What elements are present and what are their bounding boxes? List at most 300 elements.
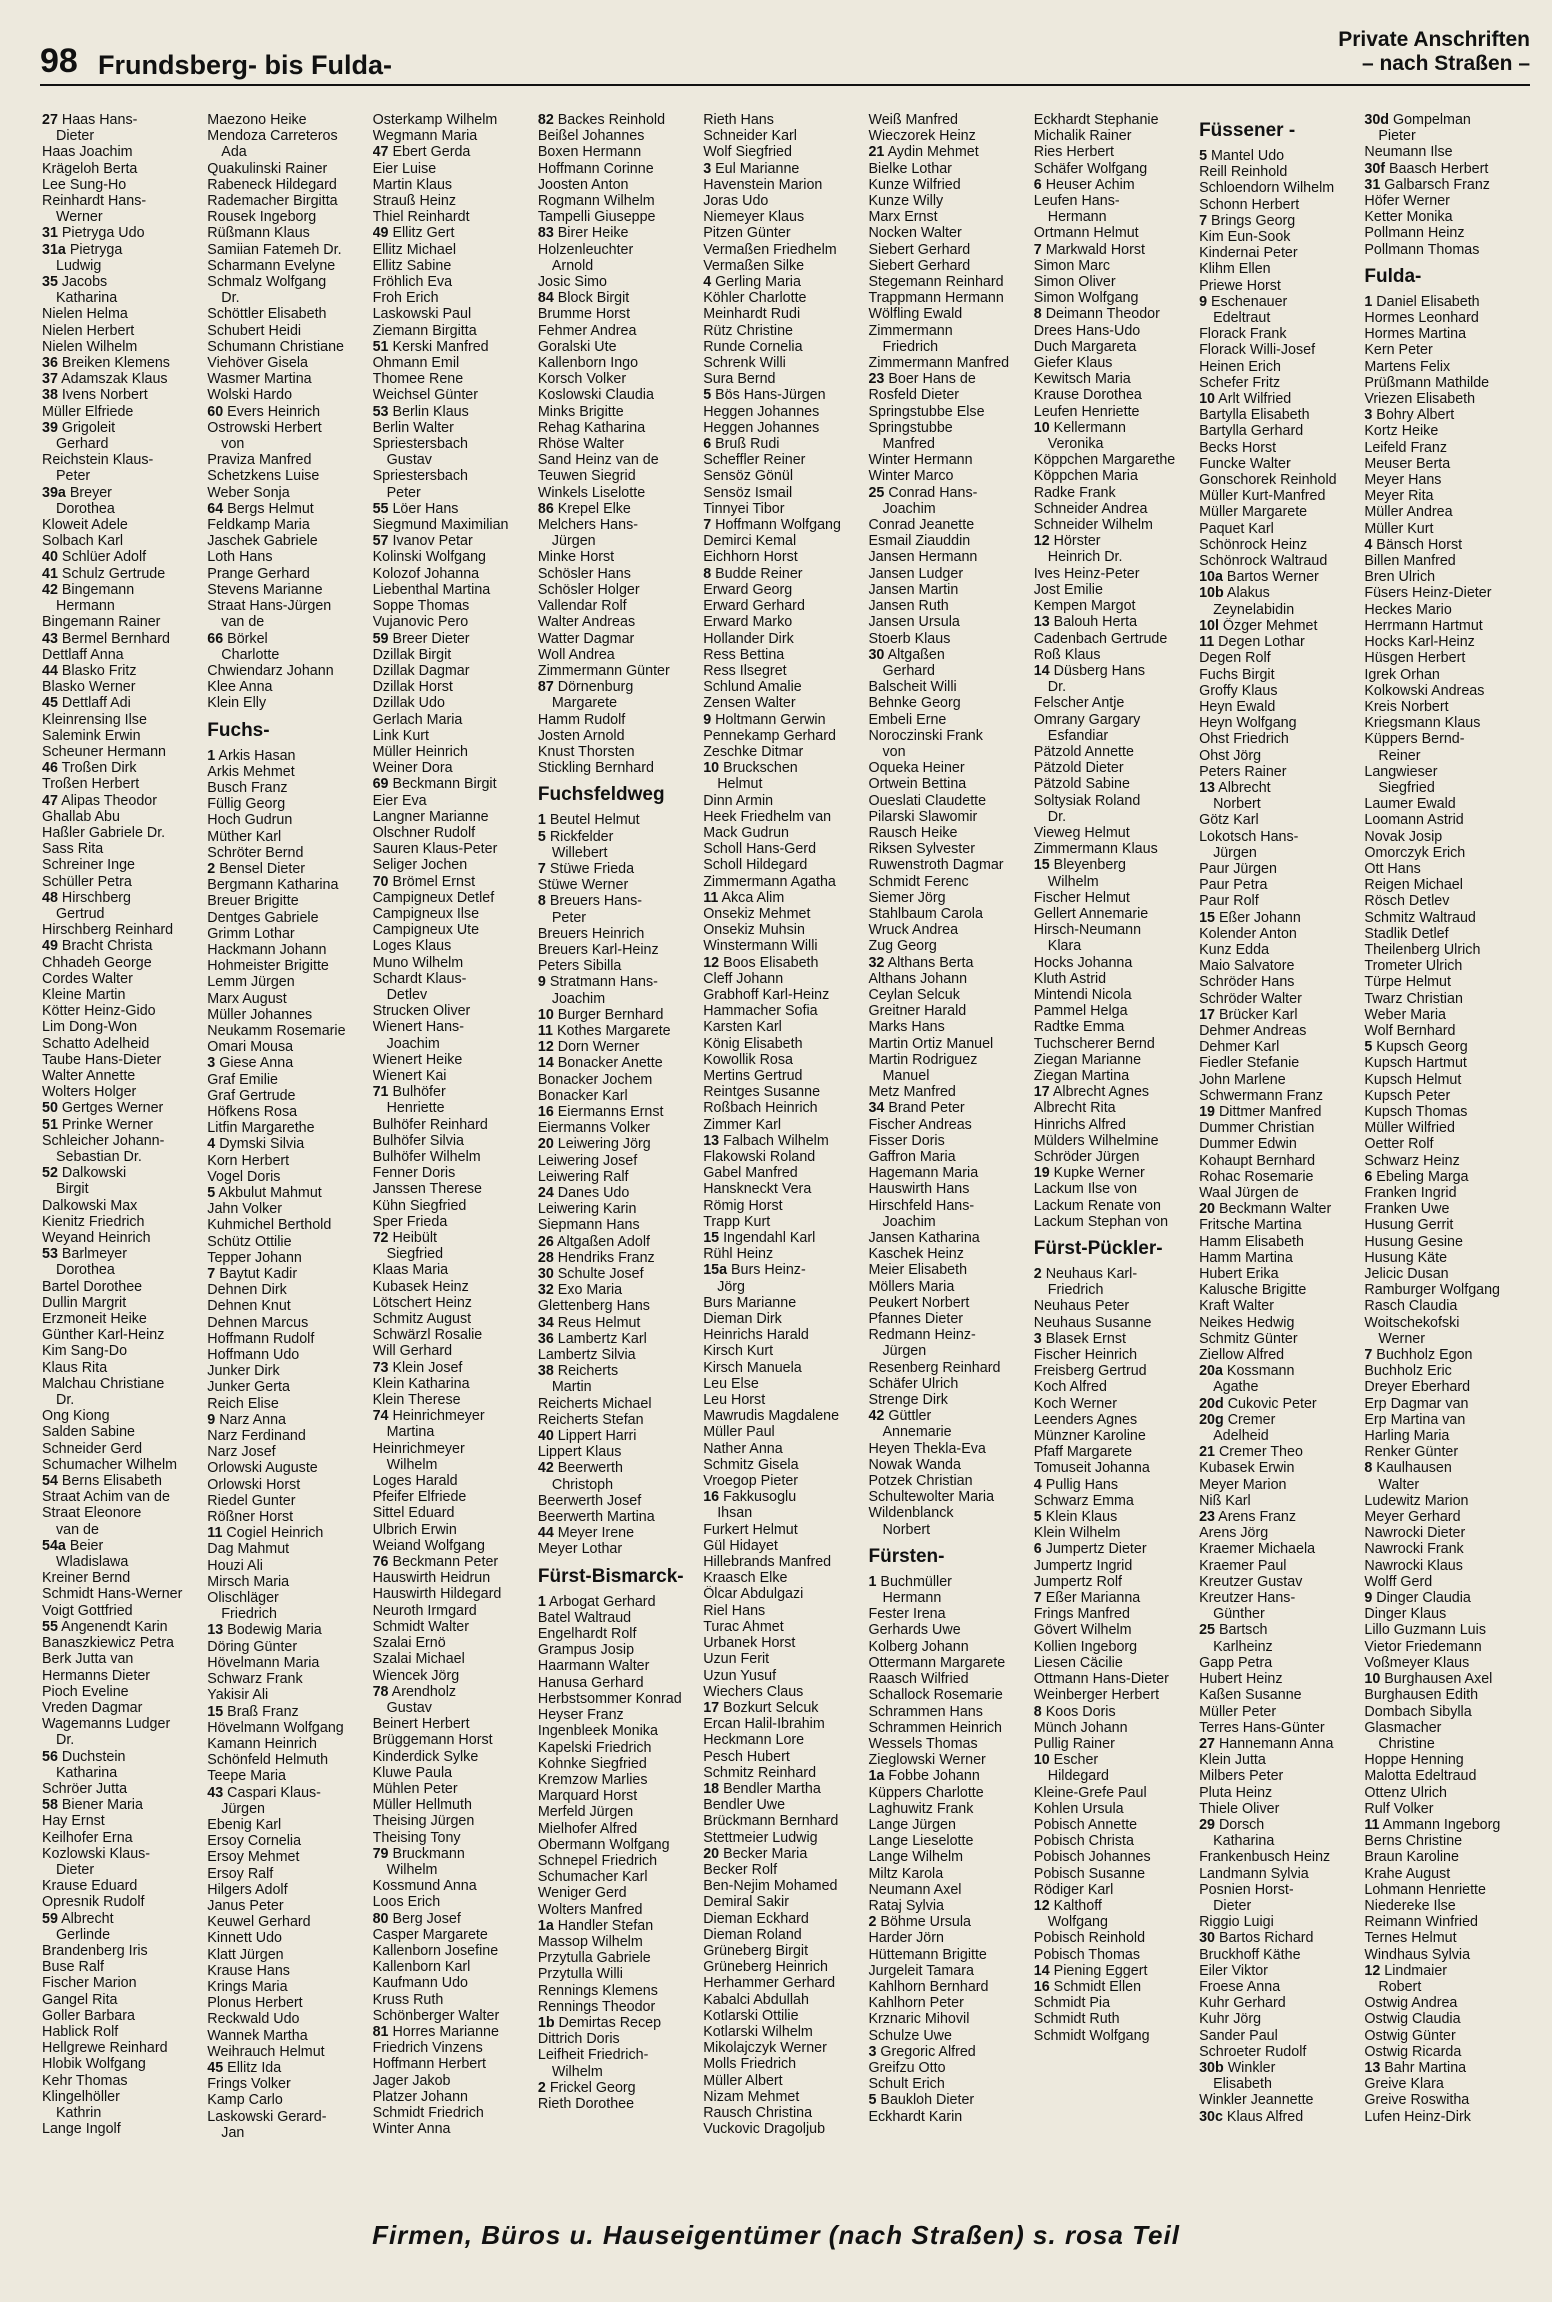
listing-continuation: Jürgen: [551, 533, 596, 550]
house-number: 60: [207, 403, 224, 420]
listing-entry: [373, 1554, 535, 1570]
listing-entry: Merfeld Jürgen: [537, 1804, 634, 1821]
listing-entry: Gül Hidayet: [703, 1537, 778, 1554]
listing-entry: [868, 371, 1030, 387]
listing-entry: Martin Rodriguez: [868, 1051, 978, 1068]
listing-entry: Ludewitz Marion: [1364, 1492, 1469, 1509]
listing-entry: Trappmann Hermann: [868, 290, 1004, 307]
resident-name: Arendholz: [388, 1683, 457, 1700]
listing-entry: [1199, 1201, 1361, 1217]
resident-name: Piening Eggert: [1049, 1962, 1148, 1979]
listing-entry: Schönrock Heinz: [1199, 536, 1308, 553]
listing-entry: Reimann Winfried: [1364, 1914, 1478, 1931]
listing-entry: Gaffron Maria: [868, 1149, 956, 1165]
listing-entry: Scholl Hildegard: [703, 857, 808, 874]
resident-name: Fakkusoglu: [719, 1489, 797, 1506]
listing-entry: [1034, 1963, 1196, 1979]
listing-entry: Bingemann Rainer: [42, 614, 161, 631]
listing-entry: Cadenbach Gertrude: [1033, 630, 1168, 647]
listing-entry: Fenner Doris: [372, 1165, 456, 1182]
listing-entry: [538, 1594, 700, 1610]
listing-entry: Frings Volker: [207, 2076, 291, 2093]
house-number: 15: [703, 1230, 720, 1247]
resident-name: Rickfelder: [545, 828, 614, 845]
house-number: 32: [537, 1282, 554, 1299]
listing-entry: König Elisabeth: [703, 1035, 803, 1052]
listing-entry: Friedrich Vinzens: [372, 2040, 483, 2057]
listing-entry: Schetzkens Luise: [207, 468, 320, 485]
listing-entry: Straat Hans-Jürgen: [207, 598, 332, 615]
listing-entry: [1034, 1752, 1196, 1768]
listing-entry: Paquet Karl: [1199, 520, 1274, 537]
listing-entry: Hüsgen Herbert: [1364, 650, 1466, 667]
listing-entry: [1199, 213, 1361, 229]
listing-entry: Erzmoneit Heike: [42, 1311, 147, 1328]
resident-name: Bleyenberg: [1049, 857, 1126, 874]
resident-name: Reicherts: [553, 1363, 619, 1380]
resident-name: Budde Reiner: [711, 565, 803, 582]
listing-entry: [42, 695, 204, 711]
house-number: 78: [372, 1683, 389, 1700]
resident-name: Heinrichmeyer: [388, 1408, 485, 1425]
listing-entry: Hocks Johanna: [1033, 954, 1133, 971]
listing-entry: [1034, 857, 1196, 873]
listing-entry: Batel Waltraud: [537, 1609, 632, 1626]
listing-entry: Reckwald Udo: [207, 2011, 300, 2028]
listing-entry: Stoerb Klaus: [868, 630, 951, 647]
listing-entry: Breuers Heinrich: [537, 925, 645, 942]
listing-entry: [1199, 569, 1361, 585]
listing-entry: Zimmermann Günter: [537, 662, 670, 679]
listing-entry: Jansen Ruth: [868, 598, 949, 615]
listing-entry: Janus Peter: [207, 1897, 284, 1914]
listing-continuation: Jürgen: [1213, 844, 1257, 861]
listing-entry: Hocks Karl-Heinz: [1364, 634, 1475, 651]
listing-entry: Kreis Norbert: [1364, 698, 1449, 715]
resident-name: Beutel Helmut: [545, 812, 640, 829]
section-title-line1: Private Anschriften: [1338, 28, 1530, 51]
listing-entry: Küppers Charlotte: [868, 1784, 984, 1801]
listing-entry: Klingelhöller: [42, 2088, 120, 2105]
listing-entry: Bren Ulrich: [1364, 569, 1436, 586]
listing-entry: Heckmann Lore: [703, 1732, 805, 1749]
house-number: 16: [537, 1103, 554, 1120]
listing-entry: Watter Dagmar: [537, 630, 635, 647]
listing-entry: Ress Ilsegret: [703, 662, 787, 679]
resident-name: Bänsch Horst: [1372, 536, 1463, 553]
listing-entry: Dehmer Andreas: [1199, 1022, 1307, 1039]
listing-entry: Erward Gerhard: [703, 598, 805, 615]
listing-entry: [207, 1785, 369, 1801]
house-number: 20a: [1199, 1363, 1223, 1380]
listing-entry: Schrenk Willi: [703, 355, 786, 372]
listing-entry: [42, 549, 204, 565]
listing-entry: Bulhöfer Silvia: [372, 1132, 464, 1149]
listing-entry: Keilhofer Erna: [42, 1829, 133, 1846]
listing-entry: Dentges Gabriele: [207, 909, 319, 926]
listing-entry: Raasch Wilfried: [868, 1671, 969, 1688]
listing-entry: [1199, 294, 1361, 310]
listing-entry: Vuckovic Dragoljub: [703, 2121, 826, 2138]
listing-entry: Gangel Rita: [42, 1991, 118, 2008]
listing-entry: [373, 1408, 535, 1424]
listing-entry: Hoch Gudrun: [207, 812, 293, 829]
listing-entry: Scharmann Evelyne: [207, 257, 336, 274]
listing-entry: Ress Bettina: [703, 646, 785, 663]
listing-entry: [538, 1007, 700, 1023]
listing-entry: [42, 371, 204, 387]
listing-entry: Kohnke Siegfried: [537, 1755, 647, 1772]
resident-name: Gerling Maria: [711, 274, 801, 291]
resident-name: Berns Elisabeth: [57, 1473, 163, 1490]
listing-entry: Schmidt Hans-Werner: [42, 1586, 183, 1603]
listing-entry: [1199, 1736, 1361, 1752]
listing-entry: [703, 1230, 865, 1246]
listing-entry: Teuwen Siegrid: [537, 468, 636, 485]
listing-entry: Kunze Willy: [868, 193, 944, 210]
listing-entry: [1034, 306, 1196, 322]
listing-entry: Onsekiz Muhsin: [703, 922, 805, 939]
house-number: 39: [42, 419, 58, 436]
listing-entry: Rüßmann Klaus: [207, 225, 310, 242]
listing-entry: Ulbrich Erwin: [372, 1521, 457, 1538]
listing-entry: Esmail Ziauddin: [868, 533, 971, 550]
house-number: 38: [537, 1363, 554, 1380]
listing-entry: Hövelmann Wolfgang: [207, 1719, 344, 1736]
listing-entry: Mack Gudrun: [703, 824, 790, 841]
listing-entry: Müller Johannes: [207, 1006, 313, 1023]
listing-entry: Beerwerth Martina: [537, 1509, 655, 1526]
listing-entry: [1034, 177, 1196, 193]
house-number: 71: [372, 1084, 389, 1101]
listing-entry: Münch Johann: [1033, 1719, 1128, 1736]
listing-entry: Drees Hans-Udo: [1033, 322, 1141, 339]
listing-entry: Hablick Rolf: [42, 2023, 119, 2040]
listing-entry: Ternes Helmut: [1364, 1930, 1457, 1947]
resident-name: Degen Lothar: [1214, 634, 1305, 651]
listing-entry: Goralski Ute: [537, 338, 617, 355]
listing-entry: Dummer Christian: [1199, 1120, 1315, 1137]
listing-continuation: Katharina: [1213, 1833, 1275, 1850]
listing-entry: [1034, 420, 1196, 436]
listing-entry: Campigneux Ilse: [372, 905, 480, 922]
listing-entry: [538, 501, 700, 517]
listing-entry: Walter Andreas: [537, 614, 636, 631]
listing-entry: Krznaric Mihovil: [868, 2011, 970, 2028]
listing-entry: Florack Willi-Josef: [1199, 342, 1316, 359]
resident-name: Hörster: [1049, 533, 1101, 550]
listing-entry: Sittel Eduard: [372, 1505, 455, 1522]
listing-entry: Wasmer Martina: [207, 371, 312, 388]
listing-entry: Wannek Martha: [207, 2027, 308, 2044]
listing-entry: Vreden Dagmar: [42, 1699, 143, 1716]
listing-entry: [42, 1619, 204, 1635]
listing-entry: Lötschert Heinz: [372, 1294, 472, 1311]
listing-entry: Schwermann Franz: [1199, 1087, 1324, 1104]
listing-entry: Narz Josef: [207, 1444, 276, 1461]
listing-entry: Bendler Uwe: [703, 1797, 786, 1814]
listing-entry: [373, 225, 535, 241]
listing-entry: Waal Jürgen de: [1199, 1185, 1299, 1201]
listing-entry: Neuroth Irmgard: [372, 1602, 477, 1619]
resident-name: Boos Elisabeth: [719, 954, 819, 971]
listing-continuation: von: [882, 743, 906, 760]
listing-entry: Schönrock Waltraud: [1199, 553, 1328, 570]
listing-entry: Reicherts Michael: [537, 1395, 652, 1412]
listing-entry: Taube Hans-Dieter: [42, 1051, 162, 1068]
listing-entry: Omrany Gargary: [1033, 711, 1141, 728]
listing-entry: Ostwig Claudia: [1364, 2011, 1461, 2028]
listing-entry: [703, 517, 865, 533]
listing-entry: Schüller Petra: [42, 873, 132, 890]
listing-entry: Schwarz Frank: [207, 1671, 303, 1688]
listing-entry: Florack Frank: [1199, 326, 1287, 343]
listing-entry: Hollander Dirk: [703, 630, 794, 647]
listing-entry: Höfkens Rosa: [207, 1103, 298, 1120]
listing-entry: Loos Erich: [372, 1894, 441, 1911]
listing-entry: Kunze Wilfried: [868, 176, 961, 193]
directory-columns: [42, 112, 1530, 2192]
listing-entry: Kim Sang-Do: [42, 1343, 128, 1360]
listing-entry: Kriegsmann Klaus: [1364, 715, 1481, 732]
resident-name: Löer Hans: [388, 500, 459, 517]
listing-entry: Stadlik Detlef: [1364, 925, 1449, 942]
house-number: 50: [42, 1100, 58, 1117]
resident-name: Bruß Rudi: [711, 436, 780, 453]
listing-entry: Bulhöfer Reinhard: [372, 1116, 488, 1133]
listing-entry: Rhöse Walter: [537, 436, 624, 453]
listing-entry: Müther Karl: [207, 828, 282, 845]
listing-entry: Springstubbe Else: [868, 403, 985, 420]
listing-entry: Soltysiak Roland: [1033, 792, 1141, 809]
listing-entry: Kallenborn Ingo: [537, 355, 639, 372]
listing-entry: Eier Eva: [372, 792, 427, 809]
listing-entry: [538, 1136, 700, 1152]
listing-entry: Omari Mousa: [207, 1039, 294, 1056]
listing-entry: Erward Georg: [703, 581, 793, 598]
listing-entry: Schmitz August: [372, 1311, 472, 1328]
listing-entry: Gerhards Uwe: [868, 1622, 961, 1639]
house-number: 2: [868, 1914, 877, 1931]
listing-entry: Leifeld Franz: [1364, 439, 1448, 456]
listing-entry: Stüwe Werner: [537, 877, 629, 894]
listing-entry: Riggio Luigi: [1199, 1914, 1274, 1931]
listing-entry: Lange Wilhelm: [868, 1849, 964, 1866]
listing-entry: Martin Ortiz Manuel: [868, 1035, 994, 1052]
resident-name: Hoffmann Wolfgang: [711, 517, 841, 534]
listing-entry: Kohaupt Bernhard: [1199, 1152, 1316, 1169]
listing-continuation: Dieter: [56, 1861, 95, 1878]
resident-name: Beckmann Walter: [1214, 1201, 1332, 1218]
listing-entry: Grimm Lothar: [207, 925, 295, 942]
listing-entry: Joras Udo: [703, 193, 769, 210]
listing-entry: Wolski Hardo: [207, 387, 293, 404]
listing-entry: Langner Marianne: [372, 808, 489, 825]
listing-entry: Kapelski Friedrich: [537, 1739, 652, 1756]
house-number: 20: [537, 1136, 554, 1153]
resident-name: Backes Reinhold: [553, 112, 666, 128]
resident-name: Brand Peter: [884, 1100, 965, 1117]
listing-entry: Wienert Heike: [372, 1051, 463, 1068]
listing-entry: Hoffmann Udo: [207, 1347, 300, 1364]
listing-entry: Salden Sabine: [42, 1424, 136, 1441]
listing-entry: Oqueka Heiner: [868, 760, 965, 777]
resident-name: Conrad Hans-: [884, 484, 978, 501]
listing-entry: Türpe Helmut: [1364, 974, 1451, 991]
listing-entry: Lufen Heinz-Dirk: [1364, 2108, 1471, 2125]
listing-continuation: Gertrud: [56, 905, 105, 922]
listing-entry: Przytulla Willi: [537, 1966, 623, 1983]
listing-continuation: Gerhard: [56, 436, 109, 453]
listing-entry: Klaus Rita: [42, 1359, 108, 1376]
listing-entry: Ohmann Emil: [372, 355, 460, 372]
listing-entry: Gabel Manfred: [703, 1165, 798, 1182]
listing-entry: Weber Sonja: [207, 484, 290, 501]
listing-entry: Bartylla Elisabeth: [1199, 407, 1310, 424]
listing-entry: Sander Paul: [1199, 2027, 1278, 2044]
listing-entry: [1034, 1084, 1196, 1100]
resident-name: Arkis Hasan: [215, 747, 296, 764]
listing-entry: Pollmann Thomas: [1364, 241, 1480, 258]
listing-entry: Heek Friedhelm van: [703, 808, 832, 825]
resident-name: Beier: [65, 1537, 104, 1554]
listing-entry: Lillo Guzmann Luis: [1364, 1622, 1486, 1639]
listing-entry: Kotlarski Ottilie: [703, 2007, 799, 2024]
listing-entry: Burs Marianne: [703, 1294, 797, 1311]
listing-entry: Dummer Edwin: [1199, 1136, 1297, 1153]
listing-entry: Münzner Karoline: [1033, 1428, 1146, 1445]
resident-name: Gregoric Alfred: [876, 2043, 976, 2060]
house-number: 25: [1199, 1622, 1215, 1639]
listing-entry: Wegmann Maria: [372, 128, 478, 145]
listing-continuation: van de: [221, 614, 265, 631]
listing-entry: Busch Franz: [207, 779, 288, 796]
listing-entry: [1034, 533, 1196, 549]
listing-entry: Dzillak Horst: [372, 679, 453, 696]
house-number: 20d: [1199, 1395, 1224, 1412]
listing-entry: Ellitz Sabine: [372, 257, 452, 274]
resident-name: Beckmann Birgit: [388, 776, 497, 793]
listing-entry: Jaschek Gabriele: [207, 533, 318, 550]
listing-entry: Müller Kurt: [1364, 520, 1434, 537]
listing-entry: Dinger Klaus: [1364, 1606, 1447, 1623]
listing-entry: Olischläger: [207, 1590, 279, 1607]
listing-entry: Kleine Martin: [42, 986, 126, 1003]
listing-entry: Schmidt Pia: [1033, 1995, 1111, 2012]
listing-entry: [868, 955, 1030, 971]
listing-entry: Grüneberg Heinrich: [703, 1959, 828, 1976]
resident-name: Özger Mehmet: [1218, 617, 1318, 634]
listing-entry: [538, 1315, 700, 1331]
listing-entry: Haarmann Walter: [537, 1658, 650, 1675]
listing-entry: Schröder Jürgen: [1033, 1149, 1140, 1165]
listing-entry: Schmidt Friedrich: [372, 2104, 484, 2121]
listing-entry: Reichstein Klaus-: [42, 452, 154, 469]
listing-entry: Schröer Jutta: [42, 1780, 128, 1797]
listing-entry: Riel Hans: [703, 1602, 766, 1619]
resident-name: Dalkowski: [57, 1165, 127, 1182]
resident-name: Breuers Hans-: [545, 893, 642, 910]
listing-continuation: Friedrich: [1047, 1282, 1104, 1299]
resident-name: Burger Bernhard: [553, 1006, 664, 1023]
listing-continuation: Adelheid: [1213, 1428, 1269, 1445]
listing-entry: Kinderdick Sylke: [372, 1748, 479, 1765]
resident-name: Adamszak Klaus: [57, 371, 168, 388]
house-number: 16: [703, 1489, 720, 1506]
listing-entry: Voigt Gottfried: [42, 1602, 133, 1619]
listing-entry: Dzillak Udo: [372, 695, 445, 712]
resident-name: Ellitz Gert: [388, 225, 455, 242]
listing-entry: Embeli Erne: [868, 711, 947, 728]
listing-entry: Hövelmann Maria: [207, 1654, 320, 1671]
listing-entry: Grampus Josip: [537, 1642, 635, 1659]
listing-entry: [373, 1360, 535, 1376]
listing-entry: [373, 533, 535, 549]
resident-name: Bracht Christa: [57, 938, 153, 955]
listing-entry: Ketter Monika: [1364, 209, 1453, 226]
listing-entry: Lemm Jürgen: [207, 974, 295, 991]
listing-entry: Wieczorek Heinz: [868, 128, 976, 145]
listing-entry: Gellert Annemarie: [1033, 905, 1149, 922]
resident-name: Klein Klaus: [1041, 1509, 1118, 1526]
house-number: 26: [537, 1233, 554, 1250]
listing-entry: Wiechers Claus: [703, 1683, 804, 1700]
house-number: 16: [1033, 1978, 1050, 1995]
resident-name: Ellitz Ida: [223, 2059, 282, 2076]
resident-name: Grigoleit: [57, 419, 116, 436]
listing-entry: Husung Käte: [1364, 1249, 1448, 1266]
listing-entry: [207, 1412, 369, 1428]
listing-entry: Martin Klaus: [372, 176, 453, 193]
listing-entry: Schmidt Ruth: [1033, 2011, 1120, 2028]
listing-entry: Solbach Karl: [42, 533, 124, 550]
resident-name: Dettlaff Adi: [57, 695, 131, 712]
listing-entry: Giefer Klaus: [1033, 355, 1113, 372]
listing-entry: Fritsche Martina: [1199, 1217, 1302, 1234]
listing-entry: Strauß Heinz: [372, 193, 457, 210]
listing-entry: Graf Gertrude: [207, 1087, 296, 1104]
listing-entry: Tinnyei Tibor: [703, 500, 785, 517]
listing-entry: Oueslati Claudette: [868, 792, 987, 809]
listing-continuation: Katharina: [56, 1764, 118, 1781]
listing-entry: Michalik Rainer: [1033, 128, 1132, 145]
listing-entry: Rousek Ingeborg: [207, 209, 317, 226]
resident-name: Neuhaus Karl-: [1041, 1266, 1138, 1283]
listing-entry: Nowak Wanda: [868, 1456, 961, 1473]
listing-entry: Erp Martina van: [1364, 1411, 1466, 1428]
listing-entry: Hammacher Sofia: [703, 1003, 818, 1020]
listing-continuation: Dr.: [1047, 679, 1067, 696]
listing-entry: [207, 1136, 369, 1152]
listing-entry: [1034, 1477, 1196, 1493]
listing-entry: [373, 1684, 535, 1700]
listing-entry: Dinn Armin: [703, 792, 774, 809]
listing-entry: Omorczyk Erich: [1364, 844, 1466, 861]
listing-entry: Klee Anna: [207, 679, 273, 696]
listing-entry: Gapp Petra: [1199, 1654, 1273, 1671]
listing-entry: Woll Andrea: [537, 646, 615, 663]
listing-continuation: Kathrin: [56, 2104, 102, 2121]
house-number: 11: [207, 1525, 223, 1542]
listing-entry: Flakowski Roland: [703, 1149, 816, 1165]
listing-entry: John Marlene: [1199, 1071, 1286, 1088]
house-number: 7: [703, 517, 712, 534]
resident-name: Prinke Werner: [57, 1116, 153, 1133]
house-number: 81: [372, 2023, 389, 2040]
listing-entry: Beinert Herbert: [372, 1716, 470, 1733]
listing-entry: Müller Hellmuth: [372, 1797, 472, 1814]
listing-entry: Ottenz Ulrich: [1364, 1784, 1448, 1801]
